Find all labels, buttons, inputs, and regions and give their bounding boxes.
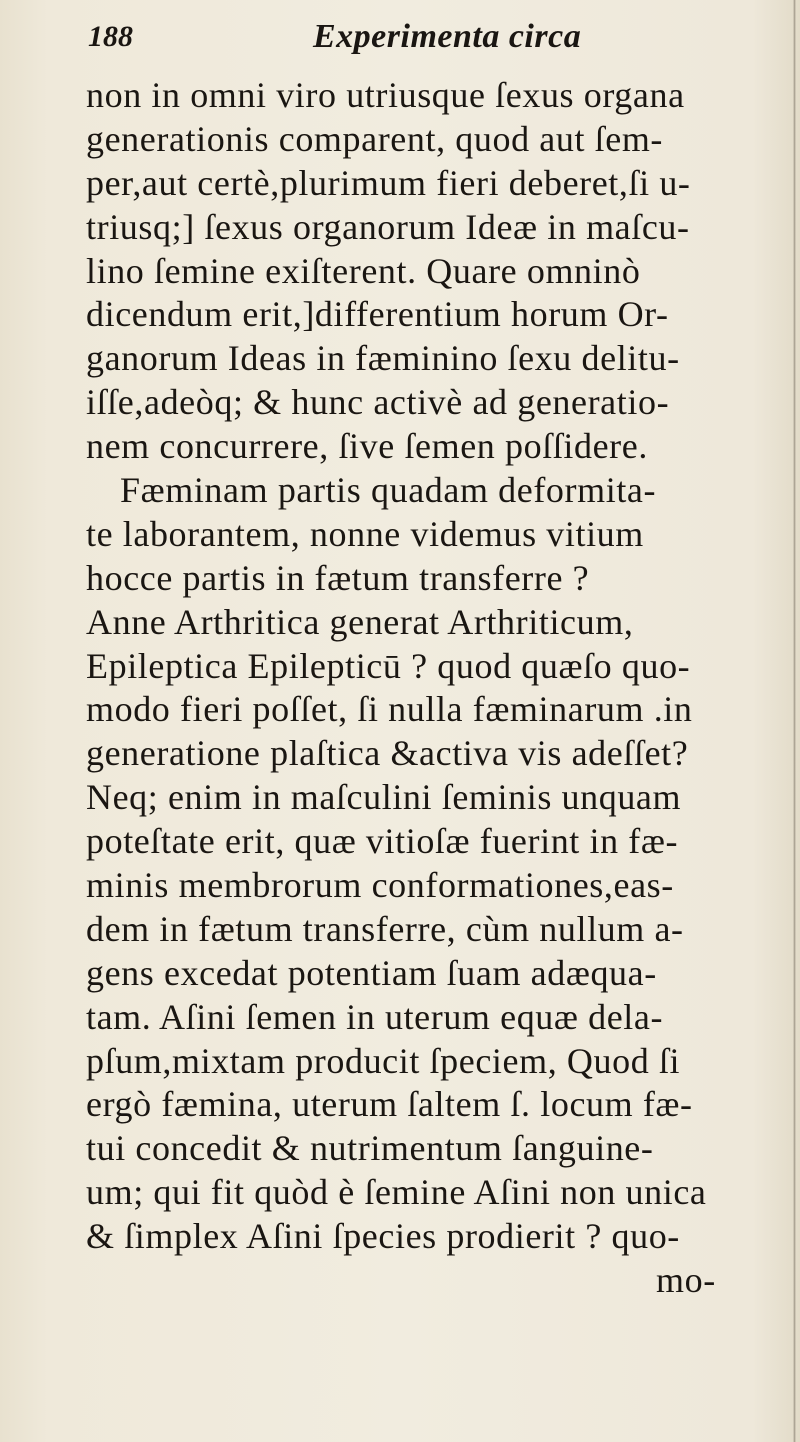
text-line: tui concedit & nutrimentum ſanguine- — [86, 1128, 654, 1169]
text-line: lino ſemine exiſterent. Quare omninò — [86, 250, 641, 291]
text-line: gens excedat potentiam ſuam adæqua- — [86, 952, 657, 993]
text-line: nem concurrere, ſive ſemen poſſidere. — [86, 426, 648, 467]
catchword: mo- — [656, 1260, 716, 1301]
text-line: triusq;] ſexus organorum Ideæ in maſcu- — [86, 206, 690, 247]
text-line: dicendum erit,]differentium horum Or- — [86, 294, 669, 335]
text-line: iſſe,adeòq; & hunc activè ad generatio- — [86, 382, 670, 423]
body-text — [86, 74, 766, 1303]
page-header — [88, 16, 748, 64]
page-number: 188 — [88, 20, 133, 53]
text-line: tam. Aſini ſemen in uterum equæ dela- — [86, 996, 664, 1037]
running-head: Experimenta circa — [313, 18, 582, 55]
text-line: generatione plaſtica &activa vis adeſſet? — [86, 733, 689, 774]
text-line: ganorum Ideas in fæminino ſexu delitu- — [86, 338, 680, 379]
text-line: minis membrorum conformationes,eas- — [86, 865, 674, 906]
text-line: ergò fæmina, uterum ſaltem ſ. locum fæ- — [86, 1084, 693, 1125]
text-line: Epileptica Epilepticū ? quod quæſo quo- — [86, 645, 691, 686]
text-line: poteſtate erit, quæ vitioſæ fuerint in fæ- — [86, 821, 679, 862]
text-line: te laborantem, nonne videmus vitium — [86, 513, 644, 554]
text-line: Neq; enim in maſculini ſeminis unquam — [86, 777, 682, 818]
text-line: generationis comparent, quod aut ſem- — [86, 118, 664, 159]
text-line: Anne Arthritica generat Arthriticum, — [86, 601, 634, 642]
text-line: pſum,mixtam producit ſpeciem, Quod ſi — [86, 1040, 681, 1081]
text-line: hocce partis in fætum transferre ? — [86, 557, 590, 598]
paragraph-start-line: Fæminam partis quadam deformita- — [120, 470, 657, 511]
text-line: & ſimplex Aſini ſpecies prodierit ? quo- — [86, 1216, 680, 1257]
page-edge-shadow — [793, 0, 796, 1442]
text-line: dem in fætum transferre, cùm nullum a- — [86, 908, 684, 949]
text-line: non in omni viro utriusque ſexus organa — [86, 75, 685, 115]
text-line: per,aut certè,plurimum fieri deberet,ſi u- — [86, 162, 691, 203]
text-line: modo fieri poſſet, ſi nulla fæminarum .in — [86, 689, 693, 730]
text-line: um; qui fit quòd è ſemine Aſini non unica — [86, 1172, 707, 1213]
